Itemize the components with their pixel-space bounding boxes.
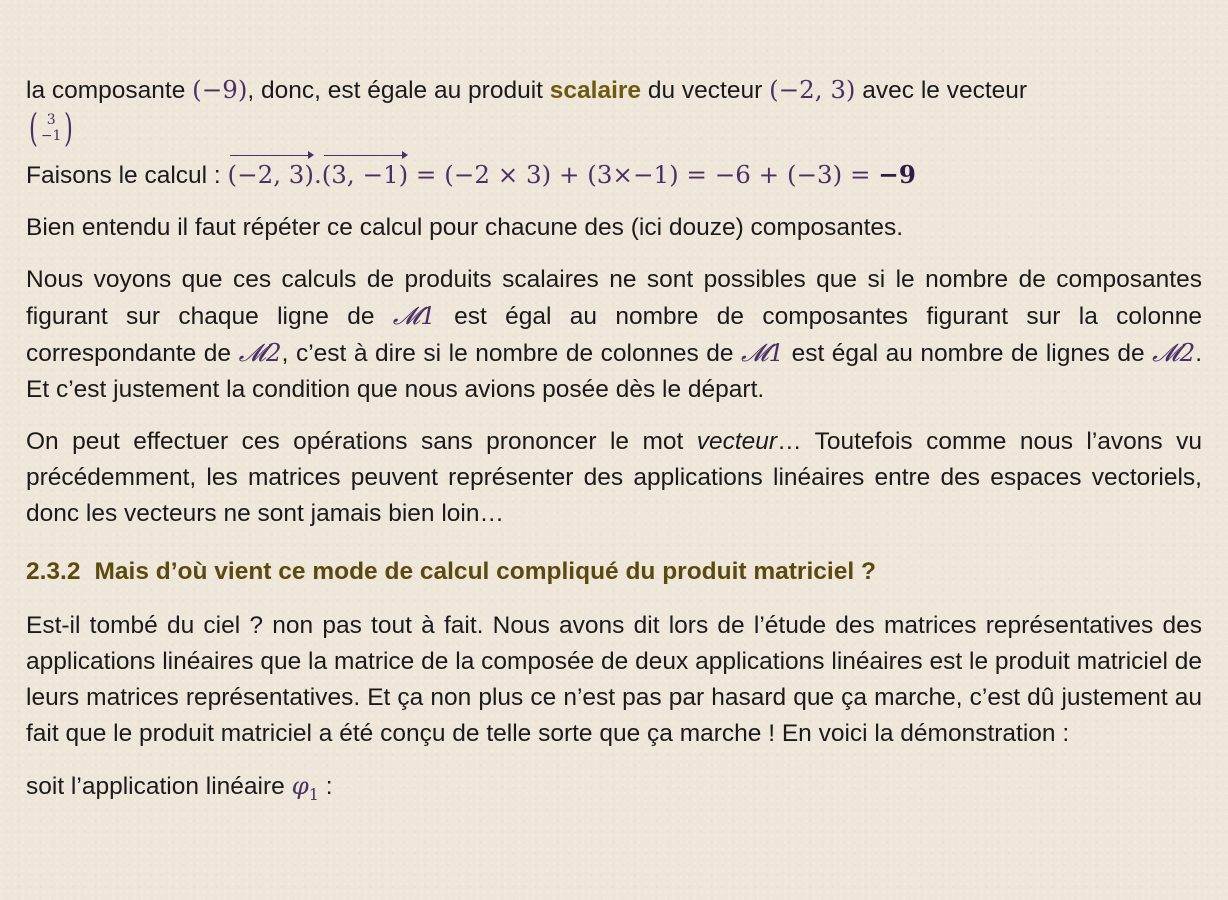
column-vector-bottom: −1 (40, 128, 62, 144)
left-paren-icon: ( (28, 106, 38, 150)
text: est égal au nombre de composantes figurant sur la colonne correspondante de (26, 303, 1202, 367)
math-row-vector: (−2, 3) (769, 75, 856, 104)
keyword-scalaire: scalaire (549, 77, 642, 104)
paragraph-condition (26, 262, 1202, 408)
document-page (26, 72, 1202, 829)
right-paren-icon: ) (64, 106, 74, 150)
text: soit l’application linéaire (26, 773, 292, 800)
text: , c’est à dire si le nombre de colonnes de (281, 340, 742, 367)
emphasis-vecteur: vecteur (696, 428, 778, 455)
matrix-m1: 𝓜1 (392, 301, 436, 330)
text: la composante (26, 77, 193, 104)
phi-subscript: 1 (308, 784, 319, 804)
column-vector-entries (41, 112, 62, 144)
text: . Et c’est justement la condition que nous avions posée dès le départ. (26, 340, 1202, 403)
paragraph-application (26, 768, 1202, 813)
paragraph-vectors (26, 424, 1202, 532)
paragraph-scalar-component (26, 72, 1202, 150)
column-vector-top: 3 (46, 112, 56, 128)
calc-expansion: = (−2 × 3) + (3×−1) = −6 + (−3) = (408, 160, 879, 189)
matrix-m1: 𝓜1 (741, 338, 785, 367)
text: est égal au nombre de lignes de (784, 340, 1153, 367)
section-title: Mais d’où vient ce mode de calcul compliqué du produit matriciel ? (94, 558, 876, 585)
calc-label: Faisons le calcul : (26, 162, 228, 189)
matrix-m2: 𝓜2 (1152, 338, 1196, 367)
matrix-m2: 𝓜2 (238, 338, 282, 367)
section-heading (26, 554, 1202, 590)
vector-one: (−2, 3) (228, 151, 314, 193)
paragraph-origin: Est-il tombé du ciel ? non pas tout à fait. Nous avons dit lors de l’étude des matrices représentatives des applications linéaires que la matrice de la composée de deux applications linéaires est le produit matriciel de leurs matrices représentatives. Et ça non plus ce n’est pas par hasard que ça marche, c’est dû justement au fait que le produit matriciel a été conçu de telle sorte que ça marche ! En voici la démonstration : (26, 612, 1202, 747)
math-component: (−9) (192, 75, 248, 104)
calc-result: −9 (878, 160, 916, 189)
text: avec le vecteur (855, 77, 1028, 104)
text: , donc, est égale au produit (247, 77, 550, 104)
text: On peut effectuer ces opérations sans prononcer le mot (26, 428, 697, 455)
paragraph-calculation (26, 151, 1202, 194)
dot-operator: . (313, 160, 322, 189)
text: : (318, 773, 333, 800)
text: … Toutefois comme nous l’avons vu précédemment, les matrices peuvent représenter des applications linéaires entre des espaces vectoriels, donc les vecteurs ne sont jamais bien loin… (26, 428, 1202, 527)
section-number: 2.3.2 (26, 558, 81, 585)
column-vector (26, 106, 76, 150)
text: Nous voyons que ces calculs de produits scalaires ne sont possibles que si le nombre de composantes figurant sur chaque ligne de (26, 266, 1202, 330)
paragraph-repeat: Bien entendu il faut répéter ce calcul pour chacune des (ici douze) composantes. (26, 214, 904, 241)
text: du vecteur (641, 77, 770, 104)
vector-two: (3, −1) (322, 151, 408, 193)
phi-symbol: φ (291, 771, 309, 800)
